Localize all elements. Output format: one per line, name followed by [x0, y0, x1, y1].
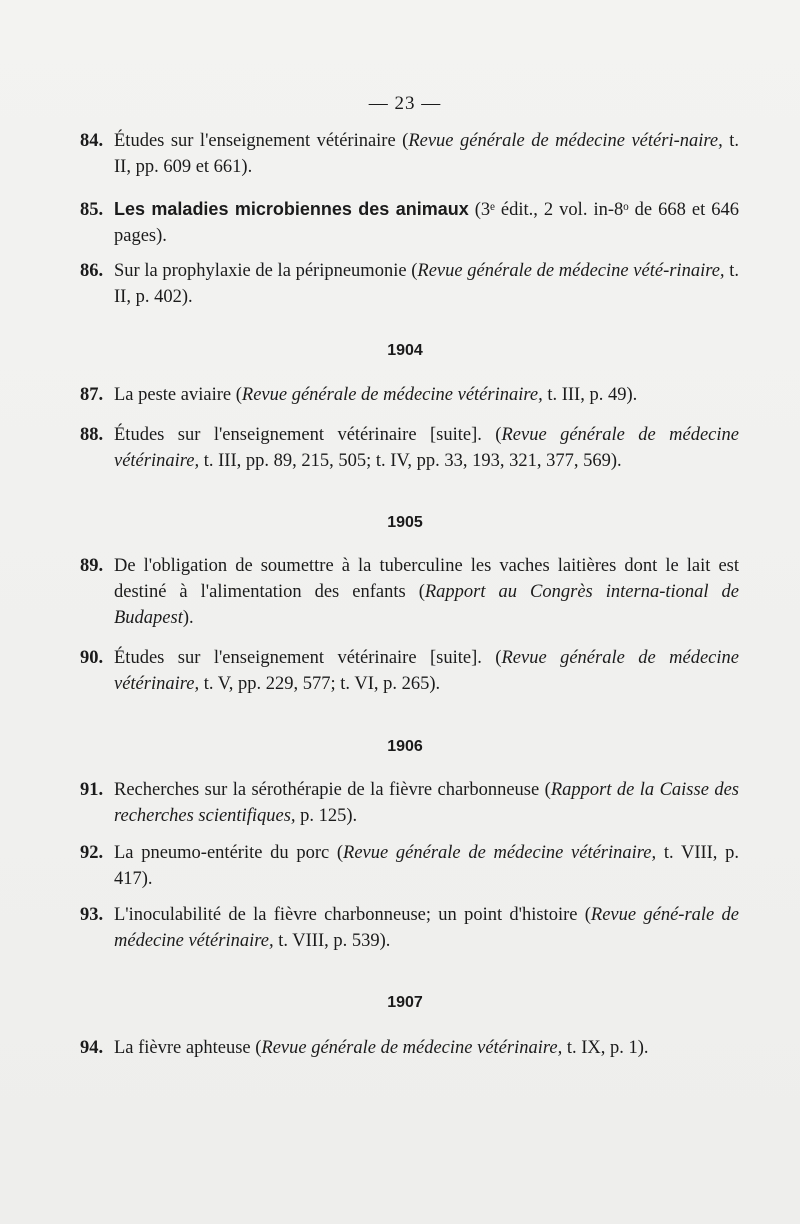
year-heading-1906: 1906 [387, 738, 423, 755]
entry-reference: t. V, pp. 229, 577; t. VI, p. 265). [199, 674, 441, 694]
entry-reference: t. IX, p. 1). [562, 1038, 649, 1058]
year-heading-1904: 1904 [387, 342, 423, 359]
page-number: — 23 — [368, 93, 442, 114]
entry-journal: Rapport au Congrès interna-tional de Budapest [114, 582, 739, 628]
entry-number: 88. [80, 425, 104, 445]
entry-number: 85. [80, 200, 104, 220]
entry-number: 90. [80, 648, 104, 668]
entry-text: Études sur l'enseignement vétérinaire [suite]. ( [114, 425, 502, 445]
bibliography-entry-88 [80, 422, 739, 474]
bibliography-entry-86 [80, 258, 739, 310]
entry-text: De l'obligation de soumettre à la tuberculine les vaches laitières dont le lait est destiné à l'alimentation des enfants ( [114, 556, 739, 602]
entry-journal: Revue générale de médecine vétérinaire, [114, 425, 739, 471]
bibliography-entry-92 [80, 840, 739, 892]
entry-number: 91. [80, 780, 104, 800]
entry-number: 84. [80, 131, 104, 151]
bibliography-entry-91 [80, 777, 739, 829]
entry-text: Études sur l'enseignement vétérinaire ( [114, 131, 409, 151]
entry-book-title: Les maladies microbiennes des animaux [114, 199, 469, 219]
bibliography-entry-93 [80, 902, 739, 954]
entry-reference: t. III, pp. 89, 215, 505; t. IV, pp. 33, 193, 321, 377, 569). [199, 451, 622, 471]
entry-number: 92. [80, 843, 104, 863]
entry-number: 86. [80, 261, 104, 281]
entry-journal: Rapport de la Caisse des recherches scientifiques, [114, 780, 739, 826]
entry-journal: Revue générale de médecine vété-rinaire, [417, 261, 725, 281]
entry-journal: Revue géné-rale de médecine vétérinaire, [114, 905, 739, 951]
entry-reference: t. II, pp. 609 et 661). [114, 131, 739, 177]
bibliography-entry-89 [80, 553, 739, 631]
bibliography-entry-87 [80, 382, 739, 408]
entry-number: 93. [80, 905, 104, 925]
entry-text: Études sur l'enseignement vétérinaire [suite]. ( [114, 648, 502, 668]
entry-text: La fièvre aphteuse ( [114, 1038, 262, 1058]
bibliography-entry-84 [80, 128, 739, 180]
entry-number: 89. [80, 556, 104, 576]
entry-number: 94. [80, 1038, 104, 1058]
entry-journal: Revue générale de médecine vétérinaire, [343, 843, 657, 863]
entry-reference: t. VIII, p. 539). [273, 931, 391, 951]
entry-journal: Revue générale de médecine vétérinaire, [261, 1038, 563, 1058]
bibliography-entry-85 [80, 196, 739, 249]
entry-text: L'inoculabilité de la fièvre charbonneuse; un point d'histoire ( [114, 905, 591, 925]
year-heading-1905: 1905 [387, 514, 423, 531]
entry-text: Sur la prophylaxie de la péripneumonie ( [114, 261, 418, 281]
entry-journal: Revue générale de médecine vétéri-naire, [408, 131, 723, 151]
year-heading-1907: 1907 [387, 994, 423, 1011]
entry-reference: p. 125). [295, 806, 358, 826]
entry-text: La peste aviaire ( [114, 385, 242, 405]
entry-reference: ). [182, 608, 194, 628]
entry-reference: t. III, p. 49). [542, 385, 638, 405]
bibliography-entry-94 [80, 1035, 739, 1061]
entry-reference: t. VIII, p. 417). [114, 843, 739, 889]
bibliography-entry-90 [80, 645, 739, 697]
entry-journal: Revue générale de médecine vétérinaire, [114, 648, 739, 694]
entry-journal: Revue générale de médecine vétérinaire, [241, 385, 543, 405]
entry-reference: t. II, p. 402). [114, 261, 739, 307]
entry-text: La pneumo-entérite du porc ( [114, 843, 344, 863]
entry-number: 87. [80, 385, 104, 405]
entry-reference: (3ᵉ édit., 2 vol. in-8ᵒ de 668 et 646 pages). [114, 200, 739, 246]
entry-text: Recherches sur la sérothérapie de la fièvre charbonneuse ( [114, 780, 551, 800]
